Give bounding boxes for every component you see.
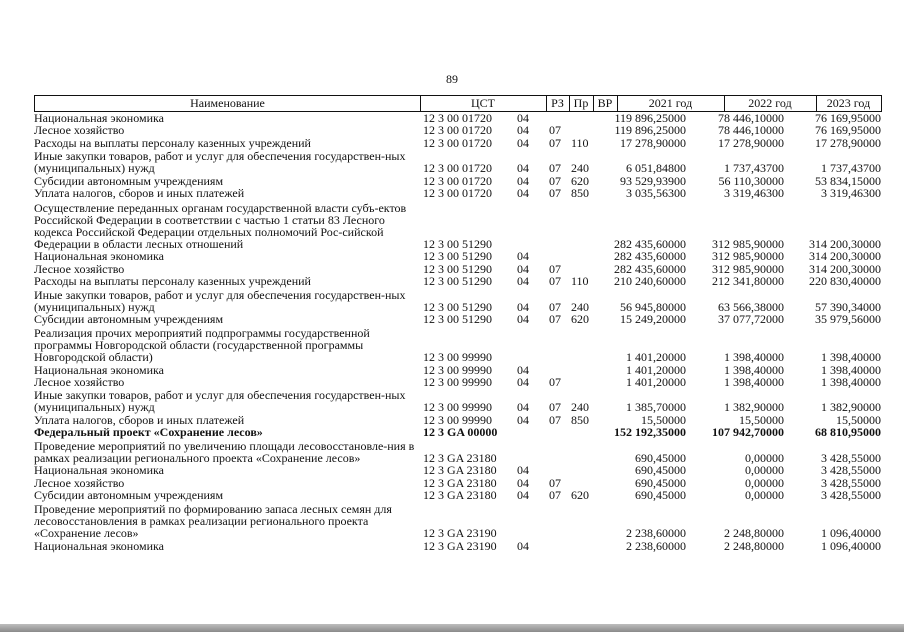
- row-value-2022: 1 398,40000: [724, 375, 784, 390]
- row-name: Осуществление переданных органам государственной власти субъ-ектов Российской Федерации в соответствии с частью 1 статьи 83 Лесного кодекса Российской Федерации отдельных полномочий Рос-сийской Федерации в области лесных отношений: [34, 200, 407, 251]
- row-value-2021: 1 385,70000: [626, 400, 686, 415]
- row-value-2022: 1 737,43700: [724, 160, 784, 175]
- row-cst: 12 3 00 01720: [423, 186, 492, 201]
- row-cst: 12 3 00 99990: [423, 412, 492, 427]
- row-pr: 07: [549, 412, 561, 427]
- row-name: Уплата налогов, сборов и иных платежей: [34, 186, 245, 201]
- row-rz: 04: [517, 400, 529, 415]
- row-value-2023: 220 830,40000: [809, 274, 881, 289]
- row-value-2022: 1 398,40000: [724, 349, 784, 364]
- row-name: Лесное хозяйство: [34, 123, 125, 138]
- row-vr: 110: [571, 135, 589, 150]
- row-rz: 04: [517, 375, 529, 390]
- row-rz: 04: [517, 173, 529, 188]
- row-value-2023: 1 398,40000: [821, 362, 881, 377]
- row-name: Иные закупки товаров, работ и услуг для обеспечения государствен-ных (муниципальных) нужд: [34, 388, 406, 415]
- row-value-2023: 3 319,46300: [821, 186, 881, 201]
- row-value-2021: 3 035,56300: [626, 186, 686, 201]
- row-value-2022: 15,50000: [739, 412, 784, 427]
- row-value-2023: 3 428,55000: [821, 475, 881, 490]
- row-value-2022: 107 942,70000: [712, 425, 784, 440]
- row-cst: 12 3 00 99990: [423, 400, 492, 415]
- row-value-2021: 690,45000: [635, 475, 686, 490]
- row-value-2021: 282 435,60000: [614, 261, 686, 276]
- table-row: [34, 187, 884, 200]
- row-rz: 04: [517, 110, 529, 125]
- row-value-2021: 282 435,60000: [614, 249, 686, 264]
- table-row: [34, 388, 884, 413]
- row-value-2023: 3 428,55000: [821, 450, 881, 465]
- row-value-2021: 690,45000: [635, 450, 686, 465]
- column-header-rz: РЗ: [546, 96, 570, 111]
- row-value-2023: 3 428,55000: [821, 488, 881, 503]
- row-value-2022: 2 248,80000: [724, 538, 784, 553]
- row-value-2022: 0,00000: [745, 475, 784, 490]
- row-cst: 12 3 00 01720: [423, 110, 492, 125]
- row-value-2023: 1 398,40000: [821, 375, 881, 390]
- row-value-2021: 17 278,90000: [620, 135, 686, 150]
- row-name: Национальная экономика: [34, 463, 164, 478]
- row-pr: 07: [549, 173, 561, 188]
- row-rz: 04: [517, 312, 529, 327]
- row-value-2021: 119 896,25000: [614, 110, 686, 125]
- table-body: [34, 111, 884, 552]
- row-pr: 07: [549, 123, 561, 138]
- row-value-2023: 1 398,40000: [821, 349, 881, 364]
- column-header-pr: Пр: [569, 96, 594, 111]
- row-value-2023: 1 096,40000: [821, 526, 881, 541]
- row-cst: 12 3 00 51290: [423, 274, 492, 289]
- row-value-2022: 78 446,10000: [718, 110, 784, 125]
- row-value-2021: 1 401,20000: [626, 349, 686, 364]
- row-value-2021: 119 896,25000: [614, 123, 686, 138]
- row-value-2022: 0,00000: [745, 488, 784, 503]
- row-value-2022: 17 278,90000: [718, 135, 784, 150]
- row-vr: 850: [571, 186, 589, 201]
- row-vr: 620: [571, 312, 589, 327]
- table-row: [34, 111, 884, 124]
- row-value-2022: 212 341,80000: [712, 274, 784, 289]
- row-name: Иные закупки товаров, работ и услуг для обеспечения государствен-ных (муниципальных) нужд: [34, 148, 406, 175]
- row-name: Субсидии автономным учреждениям: [34, 312, 224, 327]
- row-cst: 12 3 00 99990: [423, 362, 492, 377]
- row-name: Расходы на выплаты персоналу казенных учреждений: [34, 274, 311, 289]
- row-name: Лесное хозяйство: [34, 261, 125, 276]
- row-value-2023: 1 737,43700: [821, 160, 881, 175]
- row-value-2021: 282 435,60000: [614, 236, 686, 251]
- row-name: Национальная экономика: [34, 362, 164, 377]
- row-cst: 12 3 GA 00000: [423, 425, 498, 440]
- row-cst: 12 3 00 01720: [423, 160, 492, 175]
- row-value-2021: 6 051,84800: [626, 160, 686, 175]
- row-rz: 04: [517, 299, 529, 314]
- row-name: Реализация прочих мероприятий подпрограммы государственной программы Новгородской области (государственной программы Новгородской области): [34, 325, 370, 364]
- column-header-cst: ЦСТ: [420, 96, 547, 111]
- table-row: [34, 426, 884, 439]
- row-rz: 04: [517, 475, 529, 490]
- row-name: Национальная экономика: [34, 249, 164, 264]
- table-row: [34, 174, 884, 187]
- row-value-2021: 1 401,20000: [626, 362, 686, 377]
- row-value-2022: 312 985,90000: [712, 249, 784, 264]
- column-header-2023: 2023 год: [826, 96, 871, 110]
- row-pr: 07: [549, 299, 561, 314]
- row-value-2021: 152 192,35000: [614, 425, 686, 440]
- row-cst: 12 3 00 99990: [423, 349, 492, 364]
- row-value-2022: 0,00000: [745, 450, 784, 465]
- table-row: [34, 149, 884, 174]
- row-cst: 12 3 GA 23180: [423, 488, 497, 503]
- column-header-name: Наименование: [35, 96, 421, 111]
- row-value-2021: 2 238,60000: [626, 538, 686, 553]
- row-cst: 12 3 00 01720: [423, 173, 492, 188]
- row-pr: 07: [549, 400, 561, 415]
- row-pr: 07: [549, 261, 561, 276]
- table-row: [34, 464, 884, 477]
- table-row: [34, 476, 884, 489]
- row-value-2023: 35 979,56000: [815, 312, 881, 327]
- table-row: [34, 250, 884, 263]
- row-cst: 12 3 00 51290: [423, 236, 492, 251]
- row-value-2021: 93 529,93900: [620, 173, 686, 188]
- row-name: Национальная экономика: [34, 110, 164, 125]
- row-rz: 04: [517, 538, 529, 553]
- row-cst: 12 3 00 99990: [423, 375, 492, 390]
- row-value-2022: 1 398,40000: [724, 362, 784, 377]
- row-pr: 07: [549, 312, 561, 327]
- table-row: [34, 287, 884, 312]
- row-name: Уплата налогов, сборов и иных платежей: [34, 412, 245, 427]
- row-vr: 850: [571, 412, 589, 427]
- row-value-2023: 314 200,30000: [809, 236, 881, 251]
- row-value-2022: 1 382,90000: [724, 400, 784, 415]
- row-rz: 04: [517, 261, 529, 276]
- row-value-2022: 37 077,72000: [718, 312, 784, 327]
- row-value-2022: 312 985,90000: [712, 236, 784, 251]
- row-value-2022: 312 985,90000: [712, 261, 784, 276]
- row-value-2022: 0,00000: [745, 463, 784, 478]
- row-value-2022: 78 446,10000: [718, 123, 784, 138]
- row-name: Субсидии автономным учреждениям: [34, 173, 224, 188]
- table-row: [34, 438, 884, 463]
- row-value-2022: 56 110,30000: [718, 173, 784, 188]
- row-value-2022: 3 319,46300: [724, 186, 784, 201]
- table-row: [34, 413, 884, 426]
- column-header-2021: 2021 год: [617, 96, 725, 111]
- table-row: [34, 136, 884, 149]
- table-row: [34, 313, 884, 326]
- row-pr: 07: [549, 475, 561, 490]
- row-cst: 12 3 GA 23190: [423, 526, 497, 541]
- table-header: [34, 95, 882, 112]
- table-row: [34, 363, 884, 376]
- row-cst: 12 3 GA 23190: [423, 538, 497, 553]
- table-row: [34, 539, 884, 552]
- row-vr: 110: [571, 274, 589, 289]
- row-rz: 04: [517, 463, 529, 478]
- row-rz: 04: [517, 412, 529, 427]
- row-rz: 04: [517, 186, 529, 201]
- table-row: [34, 501, 884, 539]
- row-name: Федеральный проект «Сохранение лесов»: [34, 425, 263, 440]
- row-value-2022: 63 566,38000: [718, 299, 784, 314]
- row-value-2021: 1 401,20000: [626, 375, 686, 390]
- row-rz: 04: [517, 123, 529, 138]
- row-name: Проведение мероприятий по увеличению площади лесовосстановле-ния в рамках реализации регионального проекта «Сохранение лесов»: [34, 438, 415, 465]
- row-value-2023: 53 834,15000: [815, 173, 881, 188]
- row-value-2023: 1 382,90000: [821, 400, 881, 415]
- row-rz: 04: [517, 274, 529, 289]
- scan-edge: [0, 624, 904, 632]
- row-vr: 620: [571, 488, 589, 503]
- row-pr: 07: [549, 135, 561, 150]
- row-cst: 12 3 GA 23180: [423, 475, 497, 490]
- row-name: Национальная экономика: [34, 538, 164, 553]
- row-value-2021: 56 945,80000: [620, 299, 686, 314]
- row-value-2021: 15 249,20000: [620, 312, 686, 327]
- table-row: [34, 376, 884, 389]
- row-name: Проведение мероприятий по формированию запаса лесных семян для лесовосстановления в рамках реализации регионального проекта «Сохранение лесов»: [34, 502, 392, 541]
- row-vr: 620: [571, 173, 589, 188]
- row-cst: 12 3 00 51290: [423, 249, 492, 264]
- row-value-2021: 690,45000: [635, 463, 686, 478]
- row-rz: 04: [517, 135, 529, 150]
- table-row: [34, 325, 884, 363]
- row-cst: 12 3 00 01720: [423, 135, 492, 150]
- table-row: [34, 124, 884, 137]
- row-value-2022: 2 248,80000: [724, 526, 784, 541]
- row-rz: 04: [517, 362, 529, 377]
- row-vr: 240: [571, 160, 589, 175]
- table-row: [34, 262, 884, 275]
- row-cst: 12 3 GA 23180: [423, 463, 497, 478]
- row-value-2023: 314 200,30000: [809, 261, 881, 276]
- row-value-2023: 76 169,95000: [815, 110, 881, 125]
- row-pr: 07: [549, 160, 561, 175]
- row-rz: 04: [517, 160, 529, 175]
- page-number: 89: [446, 72, 458, 86]
- row-cst: 12 3 00 51290: [423, 261, 492, 276]
- row-name: Субсидии автономным учреждениям: [34, 488, 224, 503]
- table-row: [34, 275, 884, 288]
- row-name: Лесное хозяйство: [34, 475, 125, 490]
- row-value-2023: 76 169,95000: [815, 123, 881, 138]
- table-row: [34, 199, 884, 249]
- row-cst: 12 3 00 51290: [423, 312, 492, 327]
- row-vr: 240: [571, 299, 589, 314]
- row-name: Иные закупки товаров, работ и услуг для обеспечения государствен-ных (муниципальных) нужд: [34, 287, 406, 314]
- row-vr: 240: [571, 400, 589, 415]
- row-rz: 04: [517, 249, 529, 264]
- table-row: [34, 489, 884, 502]
- row-value-2021: 15,50000: [641, 412, 686, 427]
- row-cst: 12 3 00 01720: [423, 123, 492, 138]
- row-value-2023: 17 278,90000: [815, 135, 881, 150]
- column-header-vr: ВР: [593, 96, 618, 111]
- row-value-2023: 57 390,34000: [815, 299, 881, 314]
- row-value-2023: 314 200,30000: [809, 249, 881, 264]
- row-pr: 07: [549, 186, 561, 201]
- row-rz: 04: [517, 488, 529, 503]
- row-pr: 07: [549, 488, 561, 503]
- row-value-2021: 210 240,60000: [614, 274, 686, 289]
- row-value-2021: 2 238,60000: [626, 526, 686, 541]
- row-value-2023: 1 096,40000: [821, 538, 881, 553]
- row-pr: 07: [549, 375, 561, 390]
- row-cst: 12 3 00 51290: [423, 299, 492, 314]
- column-header-2022: 2022 год: [724, 96, 817, 111]
- row-value-2023: 68 810,95000: [815, 425, 881, 440]
- row-pr: 07: [549, 274, 561, 289]
- row-name: Расходы на выплаты персоналу казенных учреждений: [34, 135, 311, 150]
- row-value-2023: 3 428,55000: [821, 463, 881, 478]
- row-name: Лесное хозяйство: [34, 375, 125, 390]
- row-value-2021: 690,45000: [635, 488, 686, 503]
- row-value-2023: 15,50000: [836, 412, 881, 427]
- row-cst: 12 3 GA 23180: [423, 450, 497, 465]
